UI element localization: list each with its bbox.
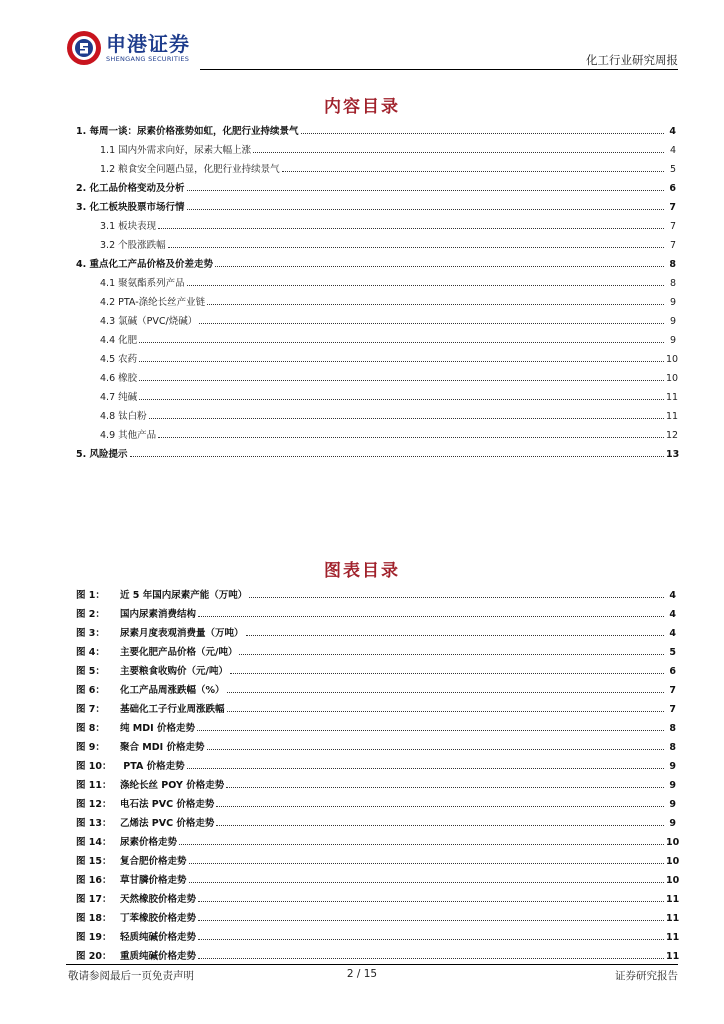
figure-caption: 草甘膦价格走势: [120, 875, 187, 886]
figure-list-link[interactable]: [76, 696, 676, 715]
figure-list-link[interactable]: [76, 905, 680, 924]
figure-number: 图 17：: [76, 894, 112, 905]
figure-entry: [76, 682, 225, 696]
toc-section-link[interactable]: [76, 175, 676, 194]
figure-entry-page: 7: [669, 704, 676, 715]
figure-entry: [76, 834, 177, 848]
toc-entry-label: 4.7 纯碱: [100, 392, 138, 403]
dot-leader: [227, 691, 664, 693]
figure-entry-page: 9: [669, 761, 676, 772]
figure-number: 图 15：: [76, 856, 112, 867]
figure-entry-page: 11: [666, 951, 680, 962]
dot-leader: [189, 881, 664, 883]
figure-list-link[interactable]: [76, 582, 676, 601]
figure-entry: [76, 853, 187, 867]
figures-list: [76, 582, 680, 962]
figures-title: 图表目录: [324, 561, 400, 581]
figure-list-link[interactable]: [76, 943, 680, 962]
figure-entry-page: 8: [669, 742, 676, 753]
figure-number: 图 8：: [76, 723, 105, 734]
figure-number: 图 1：: [76, 590, 105, 601]
dot-leader: [282, 170, 664, 172]
figure-number: 图 20：: [76, 951, 112, 962]
toc-entry-page: 7: [669, 240, 676, 251]
toc-subsection-link[interactable]: [76, 270, 676, 289]
figure-entry-page: 9: [669, 780, 676, 791]
figure-number: 图 19：: [76, 932, 112, 943]
figure-entry: [76, 758, 185, 772]
report-type: 化工行业研究周报: [586, 53, 678, 67]
dot-leader: [253, 151, 664, 153]
toc-entry-page: 8: [669, 259, 676, 270]
figure-entry: [76, 872, 187, 886]
figure-entry: [76, 796, 214, 810]
toc-entry-page: 4: [669, 145, 676, 156]
dot-leader: [199, 322, 664, 324]
figure-number: 图 7：: [76, 704, 105, 715]
toc-entry-label: 4. 重点化工产品价格及价差走势: [76, 259, 214, 270]
figure-entry-page: 8: [669, 723, 676, 734]
toc-entry-page: 9: [669, 316, 676, 327]
dot-leader: [227, 710, 664, 712]
figure-entry: [76, 777, 224, 791]
dot-leader: [158, 227, 664, 229]
figure-entry-page: 4: [669, 609, 676, 620]
header-divider: [200, 69, 678, 70]
toc-entry-label: 3.2 个股涨跌幅: [100, 240, 166, 251]
toc-entry-page: 10: [666, 373, 679, 384]
dot-leader: [207, 303, 664, 305]
figure-number: 图 9：: [76, 742, 105, 753]
figure-entry: [76, 587, 247, 601]
figure-list-link[interactable]: [76, 734, 676, 753]
figure-entry: [76, 739, 205, 753]
dot-leader: [198, 615, 664, 617]
dot-leader: [139, 398, 664, 400]
figure-entry-page: 10: [666, 875, 680, 886]
figure-caption: 轻质纯碱价格走势: [120, 932, 197, 943]
figure-entry: [76, 701, 225, 715]
toc-subsection-link[interactable]: [76, 384, 679, 403]
toc-entry-page: 5: [669, 164, 676, 175]
dot-leader: [149, 417, 664, 419]
figure-entry-page: 6: [669, 666, 676, 677]
toc-subsection-link[interactable]: [76, 403, 679, 422]
toc-subsection-link[interactable]: [76, 327, 676, 346]
figure-caption: 乙烯法 PVC 价格走势: [120, 818, 215, 829]
toc-entry-label: 4.4 化肥: [100, 335, 138, 346]
toc-subsection-link[interactable]: [76, 156, 676, 175]
toc-entry-label: 4.5 农药: [100, 354, 138, 365]
figure-number: 图 12：: [76, 799, 112, 810]
figure-list-link[interactable]: [76, 677, 676, 696]
figure-list-link[interactable]: [76, 601, 676, 620]
toc-entry-label: 1.1 国内外需求向好，尿素大幅上涨: [100, 145, 252, 156]
dot-leader: [139, 360, 664, 362]
figure-entry: [76, 929, 196, 943]
figure-list-link[interactable]: [76, 639, 676, 658]
dot-leader: [179, 843, 664, 845]
toc-subsection-link[interactable]: [76, 365, 679, 384]
dot-leader: [130, 455, 664, 457]
figure-number: 图 16：: [76, 875, 112, 886]
figure-caption: 尿素月度表观消费量（万吨）: [120, 628, 244, 639]
toc-subsection-link[interactable]: [76, 289, 676, 308]
toc-subsection-link[interactable]: [76, 232, 676, 251]
toc-entry-page: 13: [666, 449, 680, 460]
dot-leader: [187, 767, 664, 769]
toc-entry-label: 4.2 PTA-涤纶长丝产业链: [100, 297, 206, 308]
dot-leader: [189, 862, 664, 864]
figure-entry-page: 11: [666, 894, 680, 905]
dot-leader: [198, 919, 664, 921]
figure-entry: [76, 948, 196, 962]
figure-list-link[interactable]: [76, 791, 676, 810]
toc-entry-page: 11: [666, 392, 679, 403]
dot-leader: [139, 341, 664, 343]
figure-caption: 近 5 年国内尿素产能（万吨）: [120, 590, 248, 601]
toc-entry-label: 4.9 其他产品: [100, 430, 157, 441]
figure-number: 图 18：: [76, 913, 112, 924]
figure-list-link[interactable]: [76, 715, 676, 734]
toc-entry-page: 8: [669, 278, 676, 289]
figure-entry: [76, 625, 244, 639]
brand-name-en: SHENGANG SECURITIES: [106, 55, 190, 63]
figure-number: 图 6：: [76, 685, 105, 696]
figure-entry-page: 9: [669, 799, 676, 810]
figure-entry-page: 11: [666, 913, 680, 924]
toc-entry-label: 1. 每周一谈：尿素价格涨势如虹，化肥行业持续景气: [76, 126, 299, 137]
figure-caption: 化工产品周涨跌幅（%）: [120, 685, 225, 696]
toc-subsection-link[interactable]: [76, 346, 679, 365]
dot-leader: [198, 900, 664, 902]
figure-entry-page: 9: [669, 818, 676, 829]
dot-leader: [197, 729, 664, 731]
figure-list-link[interactable]: [76, 658, 676, 677]
toc-entry-page: 12: [666, 430, 679, 441]
toc-section-link[interactable]: [76, 251, 676, 270]
dot-leader: [187, 208, 664, 210]
toc-entry-label: 3.1 板块表现: [100, 221, 157, 232]
toc-entry-label: 4.8 钛白粉: [100, 411, 147, 422]
dot-leader: [187, 189, 664, 191]
dot-leader: [301, 132, 664, 134]
figure-number: 图 2：: [76, 609, 105, 620]
toc-entry-label: 5. 风险提示: [76, 449, 128, 460]
figure-caption: 复合肥价格走势: [120, 856, 187, 867]
figure-caption: 聚合 MDI 价格走势: [120, 742, 205, 753]
figure-number: 图 14：: [76, 837, 112, 848]
figure-entry-page: 10: [666, 837, 680, 848]
figure-list-link[interactable]: [76, 924, 680, 943]
figure-entry: [76, 815, 214, 829]
figure-number: 图 10：: [76, 761, 112, 772]
figure-entry: [76, 910, 196, 924]
figure-caption: 国内尿素消费结构: [120, 609, 197, 620]
dot-leader: [215, 265, 664, 267]
toc-entry-page: 9: [669, 335, 676, 346]
figure-list-link[interactable]: [76, 810, 676, 829]
toc-entry-page: 7: [669, 202, 676, 213]
page-number: 2 / 15: [346, 968, 378, 980]
figure-list-link[interactable]: [76, 753, 676, 772]
figure-number: 图 4：: [76, 647, 105, 658]
figure-list-link[interactable]: [76, 829, 680, 848]
toc-subsection-link[interactable]: [76, 137, 676, 156]
toc-subsection-link[interactable]: [76, 422, 679, 441]
figure-list-link[interactable]: [76, 772, 676, 791]
figure-entry: [76, 644, 237, 658]
toc-entry-page: 4: [669, 126, 676, 137]
figure-caption: 基础化工子行业周涨跌幅: [120, 704, 225, 715]
brand-name-cn: 申港证券: [106, 32, 190, 56]
toc-entry-page: 6: [669, 183, 676, 194]
figure-entry-page: 5: [669, 647, 676, 658]
figure-entry: [76, 720, 195, 734]
contents-title: 内容目录: [324, 97, 400, 117]
page-header: [0, 0, 724, 72]
figure-caption: PTA 价格走势: [120, 761, 185, 772]
figure-caption: 丁苯橡胶价格走势: [120, 913, 197, 924]
toc-entry-label: 2. 化工品价格变动及分析: [76, 183, 185, 194]
figure-entry-page: 11: [666, 932, 680, 943]
dot-leader: [187, 284, 664, 286]
dot-leader: [239, 653, 664, 655]
shengang-logo-icon: [66, 30, 102, 66]
figure-entry-page: 4: [669, 590, 676, 601]
toc-entry-page: 7: [669, 221, 676, 232]
figure-caption: 天然橡胶价格走势: [120, 894, 197, 905]
figure-entry: [76, 606, 196, 620]
figure-entry: [76, 663, 228, 677]
dot-leader: [216, 824, 664, 826]
contents-list: [76, 118, 680, 460]
dot-leader: [246, 634, 664, 636]
dot-leader: [207, 748, 665, 750]
toc-subsection-link[interactable]: [76, 213, 676, 232]
toc-entry-label: 4.6 橡胶: [100, 373, 138, 384]
toc-section-link[interactable]: [76, 194, 676, 213]
page-footer: [0, 964, 724, 988]
footer-divider: [66, 964, 678, 965]
dot-leader: [198, 938, 664, 940]
dot-leader: [158, 436, 664, 438]
toc-section-link[interactable]: [76, 441, 680, 460]
figure-entry-page: 10: [666, 856, 680, 867]
figure-caption: 主要粮食收购价（元/吨）: [120, 666, 228, 677]
figure-number: 图 5：: [76, 666, 105, 677]
toc-entry-label: 4.1 聚氨酯系列产品: [100, 278, 185, 289]
dot-leader: [139, 379, 664, 381]
figure-number: 图 13：: [76, 818, 112, 829]
toc-entry-label: 4.3 氯碱（PVC/烧碱）: [100, 316, 198, 327]
dot-leader: [216, 805, 664, 807]
figure-list-link[interactable]: [76, 848, 680, 867]
toc-entry-label: 3. 化工板块股票市场行情: [76, 202, 185, 213]
brand-logo: [66, 30, 190, 66]
figure-list-link[interactable]: [76, 867, 680, 886]
report-label: 证券研究报告: [615, 970, 678, 982]
disclaimer-note: 敬请参阅最后一页免责声明: [68, 970, 194, 982]
toc-section-link[interactable]: [76, 118, 676, 137]
figure-caption: 纯 MDI 价格走势: [120, 723, 195, 734]
figure-number: 图 11：: [76, 780, 112, 791]
figure-caption: 电石法 PVC 价格走势: [120, 799, 215, 810]
toc-entry-page: 10: [666, 354, 679, 365]
toc-entry-page: 11: [666, 411, 679, 422]
dot-leader: [230, 672, 664, 674]
toc-subsection-link[interactable]: [76, 308, 676, 327]
figure-caption: 涤纶长丝 POY 价格走势: [120, 780, 225, 791]
toc-entry-label: 1.2 粮食安全问题凸显，化肥行业持续景气: [100, 164, 280, 175]
figure-caption: 主要化肥产品价格（元/吨）: [120, 647, 238, 658]
figure-caption: 尿素价格走势: [120, 837, 178, 848]
dot-leader: [198, 957, 664, 959]
toc-entry-page: 9: [669, 297, 676, 308]
figure-number: 图 3：: [76, 628, 105, 639]
figure-caption: 重质纯碱价格走势: [120, 951, 197, 962]
dot-leader: [226, 786, 664, 788]
figure-list-link[interactable]: [76, 886, 680, 905]
figure-list-link[interactable]: [76, 620, 676, 639]
figure-entry-page: 7: [669, 685, 676, 696]
dot-leader: [168, 246, 664, 248]
figure-entry: [76, 891, 196, 905]
figure-entry-page: 4: [669, 628, 676, 639]
dot-leader: [249, 596, 664, 598]
